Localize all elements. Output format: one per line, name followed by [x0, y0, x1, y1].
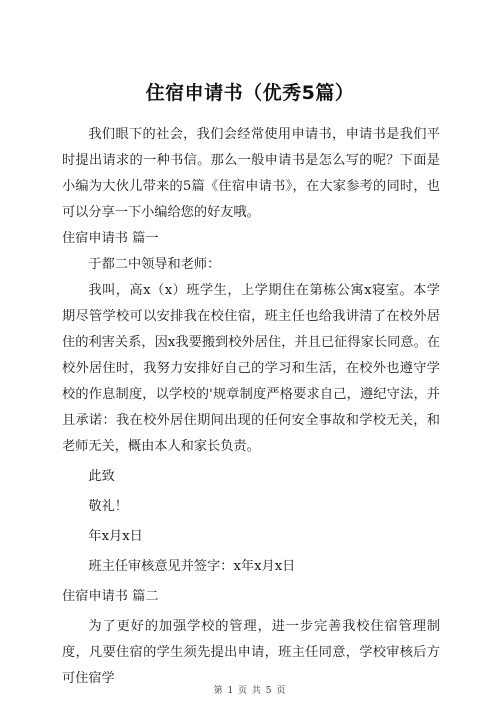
closing-line-2: 敬礼！ — [88, 499, 128, 514]
intro-paragraph: 我们眼下的社会，我们会经常使用申请书，申请书是我们平时提出请求的一种书信。那么一般申请书是怎么写的呢？下面是小编为大伙儿带来的5篇《住宿申请书》，在大家参考的同时，也可以分享一下小编给您的好友哦。 — [62, 127, 440, 220]
date-line: 年x月x日 — [88, 529, 143, 544]
page-footer: 第 1 页 共 5 页 — [213, 686, 287, 696]
approval-line: 班主任审核意见并签字：x年x月x日 — [88, 559, 296, 574]
section-heading-1: 住宿申请书 篇一 — [62, 231, 159, 246]
body-paragraph-1: 我叫，高x（x）班学生，上学期住在第栋公寓x寝室。本学期尽管学校可以安排我在校住宿，班主任也给我讲清了在校外居住的利害关系，因x我要搬到校外居住，并且已征得家长同意。在校外居住时，我努力安排好自己的学习和生活，在校外也遵守学校的作息制度，以学校的'规章制度严格要求自己，遵纪守法，并且承诺：我在校外居住期间出现的任何安全事故和学校无关，和老师无关，概由本人和家长负责。 — [62, 283, 440, 454]
salutation: 于都二中领导和老师： — [88, 257, 221, 272]
document-title: 住宿申请书（优秀5篇） — [145, 82, 355, 104]
section-heading-2: 住宿申请书 篇二 — [62, 589, 159, 604]
document-body — [62, 122, 440, 692]
body-paragraph-2: 为了更好的加强学校的管理，进一步完善我校住宿管理制度，凡要住宿的学生须先提出申请，班主任同意，学校审核后方可住宿学 — [62, 619, 440, 686]
closing-line-1: 此致 — [88, 469, 115, 484]
